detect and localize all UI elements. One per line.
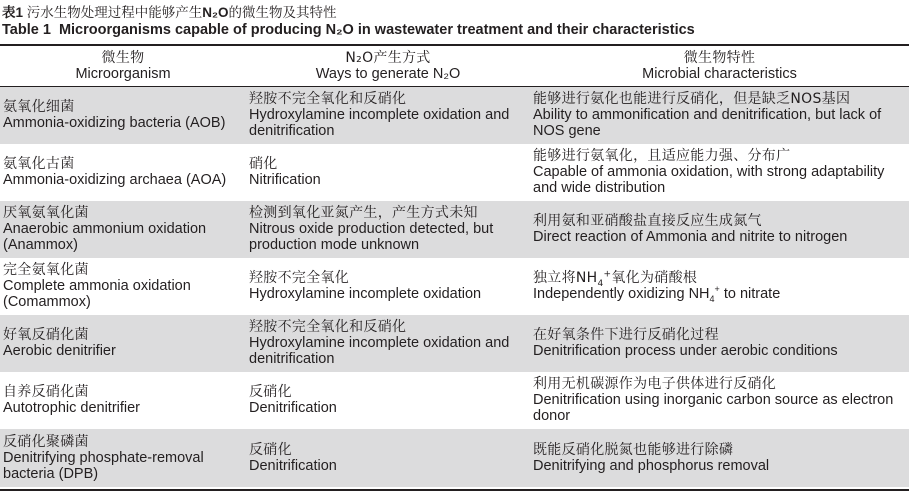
cell-way	[246, 372, 530, 429]
text-part: 独立将NH	[533, 270, 598, 286]
cell-way	[246, 315, 530, 372]
header-zh: N₂O产生方式	[345, 50, 431, 66]
cell-zh: 利用无机碳源作为电子供体进行反硝化	[533, 376, 777, 392]
table-row	[0, 144, 909, 201]
cell-en: Aerobic denitrifier	[3, 343, 116, 359]
header-en: Microbial characteristics	[642, 66, 797, 82]
cell-microorganism	[0, 429, 246, 487]
subscript: 4	[597, 278, 604, 289]
superscript: +	[714, 284, 720, 295]
caption-zh-label: 表1	[2, 5, 24, 20]
cell-zh: 反硝化	[249, 384, 292, 400]
cell-en: Hydroxylamine incomplete oxidation	[249, 286, 482, 302]
cell-characteristic	[530, 429, 909, 487]
cell-characteristic	[530, 201, 909, 258]
caption-en-n2o: N₂O	[325, 22, 354, 38]
cell-en: Direct reaction of Ammonia and nitrite to nitrogen	[533, 229, 848, 245]
cell-en	[533, 286, 906, 302]
caption-zh	[2, 4, 907, 21]
cell-zh: 反硝化聚磷菌	[3, 433, 89, 450]
header-en: Microorganism	[75, 66, 171, 82]
table-caption	[2, 4, 907, 39]
caption-zh-text-end: 的微生物及其特性	[228, 5, 337, 20]
superscript: +	[603, 269, 612, 280]
cell-zh: 氨氧化细菌	[3, 99, 75, 116]
table-row	[0, 201, 909, 258]
cell-zh: 能够进行氨化也能进行反硝化，但是缺乏NOS基因	[533, 91, 851, 108]
cell-en: Denitrification using inorganic carbon source as electron donor	[533, 392, 894, 424]
header-zh: 微生物	[101, 50, 145, 66]
header-characteristics	[530, 46, 909, 87]
caption-zh-text: 污水生物处理过程中能够产生	[26, 5, 203, 20]
header-en: Ways to generate N₂O	[315, 66, 461, 82]
cell-zh: 反硝化	[249, 441, 292, 458]
cell-en: Denitrification	[249, 457, 337, 474]
cell-en: Capable of ammonia oxidation, with strong adaptability and wide distribution	[533, 164, 885, 196]
cell-microorganism	[0, 315, 246, 372]
cell-en: Autotrophic denitrifier	[3, 400, 141, 416]
caption-zh-n2o: N₂O	[202, 5, 229, 20]
cell-zh: 羟胺不完全氧化和反硝化	[249, 319, 407, 335]
caption-en-label: Table 1	[2, 22, 51, 38]
cell-en: Anaerobic ammonium oxidation (Anammox)	[3, 221, 207, 253]
header-row	[0, 46, 909, 87]
cell-en: Denitrification	[249, 400, 337, 416]
cell-zh: 羟胺不完全氧化和反硝化	[249, 91, 407, 108]
text-part: Independently oxidizing NH	[533, 286, 710, 302]
cell-zh: 既能反硝化脱氮也能够进行除磷	[533, 441, 734, 458]
cell-zh: 在好氧条件下进行反硝化过程	[533, 327, 719, 343]
text-part: to nitrate	[719, 286, 781, 302]
caption-en-text-end: in wastewater treatment and their characteristics	[353, 22, 695, 38]
table-row	[0, 258, 909, 315]
cell-en: Ammonia-oxidizing bacteria (AOB)	[3, 115, 226, 132]
cell-zh: 自养反硝化菌	[3, 384, 89, 400]
cell-zh: 厌氧氨氧化菌	[3, 205, 89, 221]
cell-en: Ability to ammonification and denitrification, but lack of NOS gene	[533, 107, 882, 140]
header-ways	[246, 46, 530, 87]
subscript: 4	[709, 293, 715, 304]
cell-zh: 羟胺不完全氧化	[249, 270, 350, 286]
cell-microorganism	[0, 372, 246, 429]
cell-zh: 硝化	[249, 156, 278, 172]
header-zh: 微生物特性	[683, 50, 756, 66]
cell-characteristic	[530, 372, 909, 429]
cell-zh: 氨氧化古菌	[3, 156, 75, 172]
table-row	[0, 87, 909, 144]
cell-en: Denitrifying and phosphorus removal	[533, 457, 770, 474]
cell-zh: 能够进行氨氧化，且适应能力强、分布广	[533, 148, 791, 164]
cell-en: Hydroxylamine incomplete oxidation and denitrification	[249, 107, 510, 140]
cell-characteristic	[530, 87, 909, 144]
cell-en: Denitrification process under aerobic conditions	[533, 343, 838, 359]
cell-zh: 完全氨氧化菌	[3, 262, 89, 278]
table-bottom-rule	[0, 489, 909, 491]
table-row	[0, 372, 909, 429]
cell-microorganism	[0, 87, 246, 144]
cell-way	[246, 87, 530, 144]
cell-microorganism	[0, 144, 246, 201]
cell-zh: 好氧反硝化菌	[3, 327, 89, 343]
cell-way	[246, 201, 530, 258]
cell-en: Hydroxylamine incomplete oxidation and denitrification	[249, 335, 510, 367]
cell-characteristic	[530, 144, 909, 201]
cell-way	[246, 144, 530, 201]
cell-way	[246, 258, 530, 315]
cell-microorganism	[0, 258, 246, 315]
text-part: 氧化为硝酸根	[611, 270, 698, 286]
cell-characteristic	[530, 258, 909, 315]
header-microorganism	[0, 46, 246, 87]
cell-en: Denitrifying phosphate-removal bacteria (DPB)	[3, 449, 204, 482]
cell-en: Nitrification	[249, 172, 321, 188]
cell-microorganism	[0, 201, 246, 258]
cell-characteristic	[530, 315, 909, 372]
cell-zh: 检测到氧化亚氮产生，产生方式未知	[249, 205, 478, 221]
microorganism-table	[0, 46, 909, 487]
cell-en: Complete ammonia oxidation (Comammox)	[3, 278, 191, 310]
cell-en: Nitrous oxide production detected, but production mode unknown	[249, 221, 494, 253]
cell-way	[246, 429, 530, 487]
cell-en: Ammonia-oxidizing archaea (AOA)	[3, 172, 227, 188]
table-row	[0, 315, 909, 372]
table-row	[0, 429, 909, 487]
cell-zh: 利用氨和亚硝酸盐直接反应生成氮气	[533, 213, 762, 229]
caption-en	[2, 21, 907, 39]
caption-en-text: Microorganisms capable of producing	[58, 22, 326, 38]
